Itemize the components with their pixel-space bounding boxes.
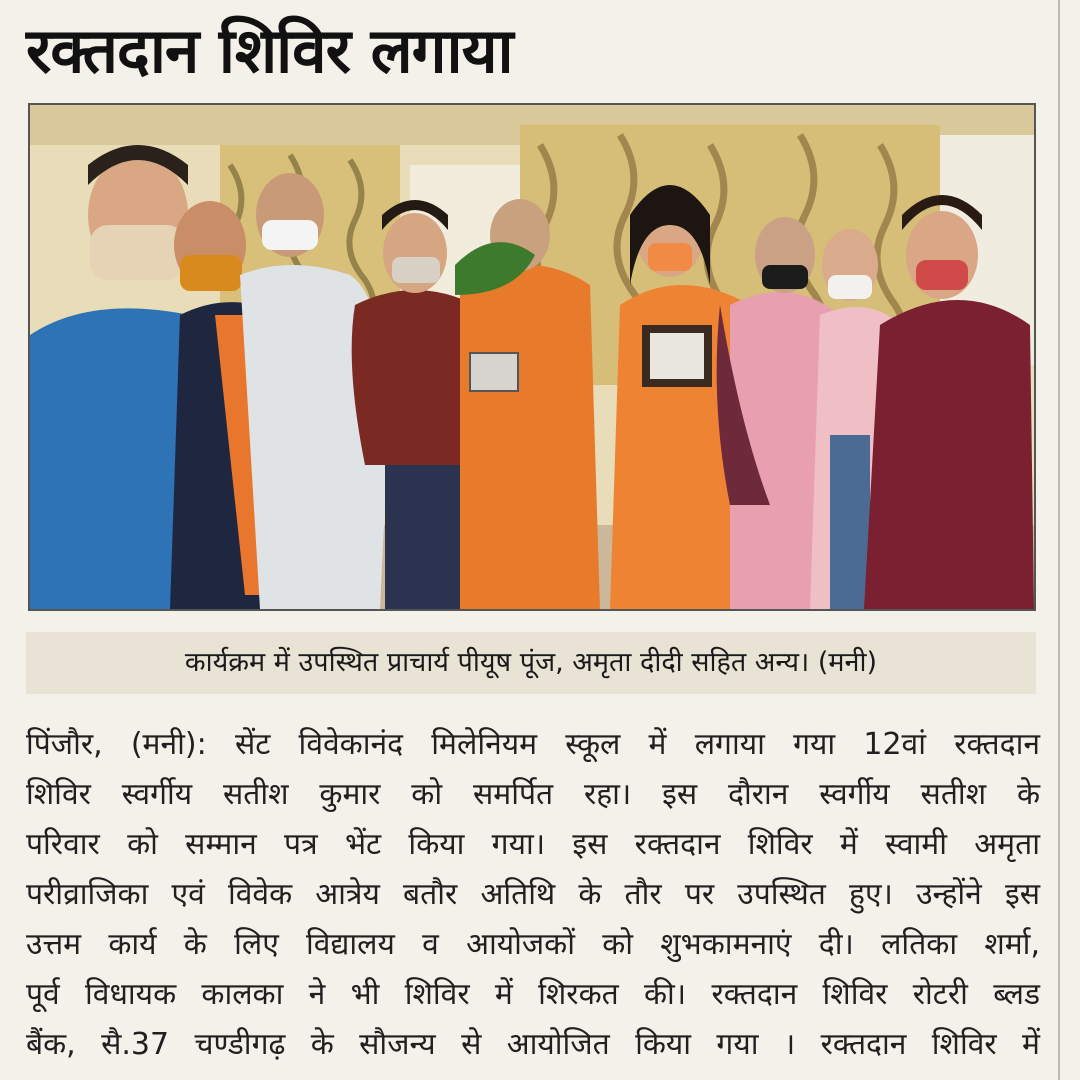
body-line: पिंजौर, (मनी): सेंट विवेकानंद मिलेनियम स्कूल में लगाया गया 12वां रक्तदान: [26, 727, 1040, 762]
photo-caption: कार्यक्रम में उपस्थित प्राचार्य पीयूष पूंज, अमृता दीदी सहित अन्य। (मनी): [184, 647, 878, 678]
body-line: परिवार को सम्मान पत्र भेंट किया गया। इस रक्तदान शिविर में स्वामी अमृता: [26, 827, 1040, 862]
body-line: उत्तम कार्य के लिए विद्यालय व आयोजकों को शुभकामनाएं दी। लतिका शर्मा,: [26, 927, 1040, 962]
body-line: बैंक, सै.37 चण्डीगढ़ के सौजन्य से आयोजित किया गया । रक्तदान शिविर में: [26, 1027, 1040, 1062]
news-photo: [28, 103, 1036, 611]
article-body: [26, 720, 1040, 1070]
column-divider: [1058, 0, 1060, 1080]
body-line: शिविर स्वर्गीय सतीश कुमार को समर्पित रहा। इस दौरान स्वर्गीय सतीश के: [26, 777, 1040, 812]
photo-image: [30, 105, 1034, 609]
body-line: पूर्व विधायक कालका ने भी शिविर में शिरकत की। रक्तदान शिविर रोटरी ब्लड: [26, 977, 1040, 1012]
body-line: परीव्राजिका एवं विवेक आत्रेय बतौर अतिथि के तौर पर उपस्थित हुए। उन्होंने इस: [26, 877, 1040, 912]
headline: रक्तदान शिविर लगाया: [26, 14, 513, 87]
